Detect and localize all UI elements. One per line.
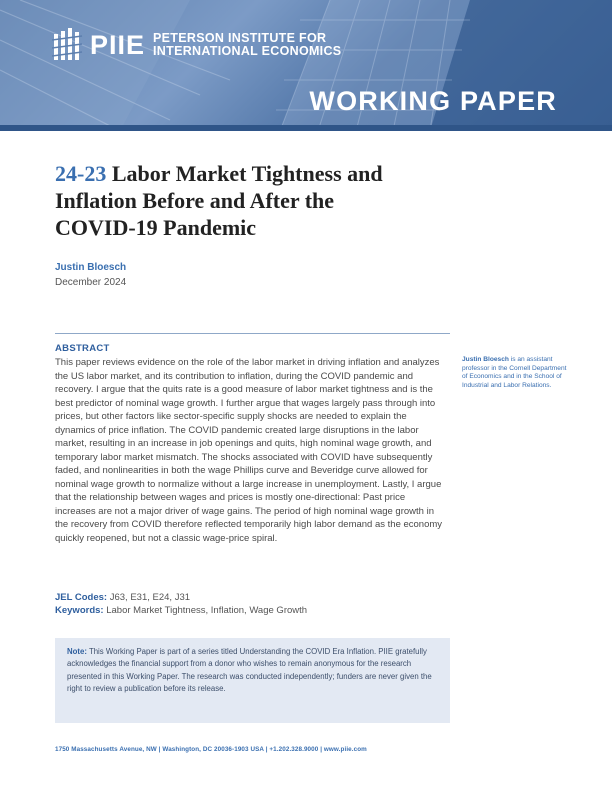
keywords-label: Keywords:: [55, 605, 104, 616]
paper-title-text: Labor Market Tightness and Inflation Before and After the COVID-19 Pandemic: [55, 161, 383, 240]
organization-name-line2: INTERNATIONAL ECONOMICS: [153, 44, 342, 58]
note-label: Note:: [67, 647, 87, 656]
piie-logo[interactable]: [52, 28, 341, 62]
abstract-body: This paper reviews evidence on the role of the labor market in driving inflation and analyzes the US labor market, and its contribution to inflation, during the COVID pandemic and recovery. I argue that the quits rate is a good measure of labor market tightness and is the best predictor of nominal wage growth. I further argue that wages largely pass through into prices, but other factors like sector-specific supply shocks are needed to explain the dynamics of price inflation. The COVID pandemic created large disruptions in the labor market, resulting in an increase in job openings and quits, high nominal wage growth, and temporary labor market mismatch. The shocks associated with COVID have subsequently faded, and nonlinearities in both the wage Phillips curve and Beveridge curve allowed for nominal wage growth to normalize without a large increase in unemployment. Lastly, I argue that the relationship between wages and prices is mostly one-directional: Past price increases are not a major driver of wage gains. The period of high nominal wage growth in the recovery from COVID therefore reflected temporarily high labor demand as the economy quickly reopened, but not a classic wage-price spiral.: [55, 357, 443, 544]
note-text: This Working Paper is part of a series titled Understanding the COVID Era Inflation. PIIE gratefully acknowledges the financial support from a donor who wishes to remain anonymous for the research presented in this Working Paper. The research was conducted independently; funders are never given the right to review a publication before its release.: [67, 647, 432, 694]
banner-bottom-strip: [0, 125, 612, 131]
jel-codes-label: JEL Codes:: [55, 592, 108, 603]
logo-wordmark: PIIE: [90, 29, 146, 60]
jel-codes: [55, 592, 190, 603]
keywords: [55, 605, 307, 616]
organization-name: [153, 32, 341, 58]
author-name: Justin Bloesch: [55, 262, 127, 273]
keywords-value: Labor Market Tightness, Inflation, Wage Growth: [103, 605, 308, 616]
piie-logo-mark-icon: [52, 28, 84, 62]
series-label: WORKING PAPER: [309, 86, 557, 116]
note-paragraph: [67, 646, 438, 696]
jel-codes-value: J63, E31, E24, J31: [107, 592, 191, 603]
abstract-heading: ABSTRACT: [55, 343, 110, 354]
section-divider: [55, 333, 450, 334]
organization-name-line1: PETERSON INSTITUTE FOR: [153, 31, 327, 45]
note-box: [55, 638, 450, 723]
author-bio-name: Justin Bloesch: [462, 356, 509, 363]
author-bio-text: is an assistant professor in the Cornell Department of Economics and in the School of Industrial and Labor Relations.: [462, 356, 567, 389]
footer-contact: 1750 Massachusetts Avenue, NW | Washington, DC 20036-1903 USA | +1.202.328.9000 | www.piie.com: [55, 746, 367, 753]
header-banner: [0, 0, 612, 131]
publication-date: December 2024: [55, 277, 127, 288]
paper-title: [55, 160, 415, 241]
author-bio: [462, 356, 572, 390]
paper-number: 24-23: [55, 161, 107, 186]
